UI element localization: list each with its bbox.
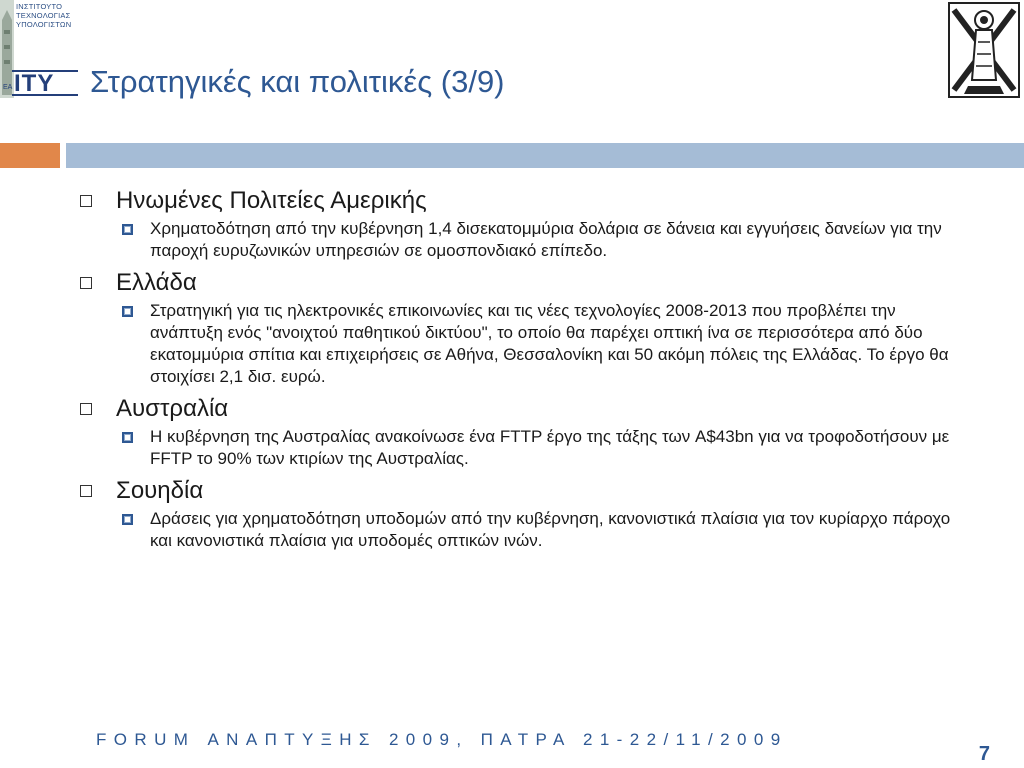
footer-text: FORUM ΑΝΑΠΤΥΞΗΣ 2009, ΠΑΤΡΑ 21-22/11/2009	[96, 730, 788, 749]
list-item-point	[122, 426, 980, 470]
page-number: 7	[978, 743, 990, 765]
square-bullet-icon	[122, 432, 133, 443]
section-point: Στρατηγική για τις ηλεκτρονικές επικοινωνίες και τις νέες τεχνολογίες 2008-2013 που προβλέπει την ανάπτυξη ενός "ανοιχτού παθητικού δικτύου", το οποίο θα παρέχει οπτική ίνα σε περισσότερα από δύο εκατομμύρια σπίτια και επιχειρήσεις σε Αθήνα, Θεσσαλονίκη και 50 ακόμη πόλεις της Ελλάδας. Το έργο θα στοιχίσει 2,1 δισ. ευρώ.	[150, 301, 949, 386]
hollow-square-bullet-icon	[80, 277, 92, 289]
square-bullet-icon	[122, 514, 133, 525]
section-heading: Σουηδία	[116, 477, 204, 504]
slide-title: Στρατηγικές και πολιτικές (3/9)	[90, 64, 505, 99]
logo-brand: ΙΤΥ	[14, 70, 55, 97]
list-item-point	[122, 508, 980, 552]
list-item-heading	[80, 474, 980, 508]
square-bullet-icon	[122, 224, 133, 235]
logo-line: ΙΝΣΤΙΤΟΥΤΟ	[16, 2, 63, 11]
section-heading: Ελλάδα	[116, 269, 197, 296]
section-point: Η κυβέρνηση της Αυστραλίας ανακοίνωσε ένα FTTP έργο της τάξης των A$43bn για να τροφοδοτήσουν με FFTP το 90% των κτιρίων της Αυστραλίας.	[150, 427, 950, 468]
hollow-square-bullet-icon	[80, 485, 92, 497]
logo-prefix: ΕΑ	[3, 84, 13, 91]
logo-line: ΥΠΟΛΟΓΙΣΤΩΝ	[16, 20, 72, 29]
section-point: Χρηματοδότηση από την κυβέρνηση 1,4 δισεκατομμύρια δολάρια σε δάνεια και εγγυήσεις δανείων για την παροχή ευρυζωνικών υπηρεσιών σε ομοσπονδιακό επίπεδο.	[150, 219, 942, 260]
list-item-point	[122, 218, 980, 262]
list-item-heading	[80, 392, 980, 426]
ity-logo	[0, 0, 82, 98]
header-bar-orange	[0, 143, 60, 168]
header-bar-blue	[66, 143, 1024, 168]
slide-content	[80, 180, 980, 554]
saint-andrew-emblem-icon	[948, 2, 1020, 98]
logo-line: ΤΕΧΝΟΛΟΓΙΑΣ	[16, 11, 71, 20]
hollow-square-bullet-icon	[80, 403, 92, 415]
list-item-heading	[80, 266, 980, 300]
hollow-square-bullet-icon	[80, 195, 92, 207]
list-item-heading	[80, 184, 980, 218]
section-heading: Αυστραλία	[116, 395, 229, 422]
section-heading: Ηνωμένες Πολιτείες Αμερικής	[116, 187, 427, 214]
section-point: Δράσεις για χρηματοδότηση υποδομών από την κυβέρνηση, κανονιστικά πλαίσια για τον κυρίαρχο πάροχο και κανονιστικά πλαίσια για υποδομές οπτικών ινών.	[150, 509, 951, 550]
square-bullet-icon	[122, 306, 133, 317]
list-item-point	[122, 300, 980, 388]
